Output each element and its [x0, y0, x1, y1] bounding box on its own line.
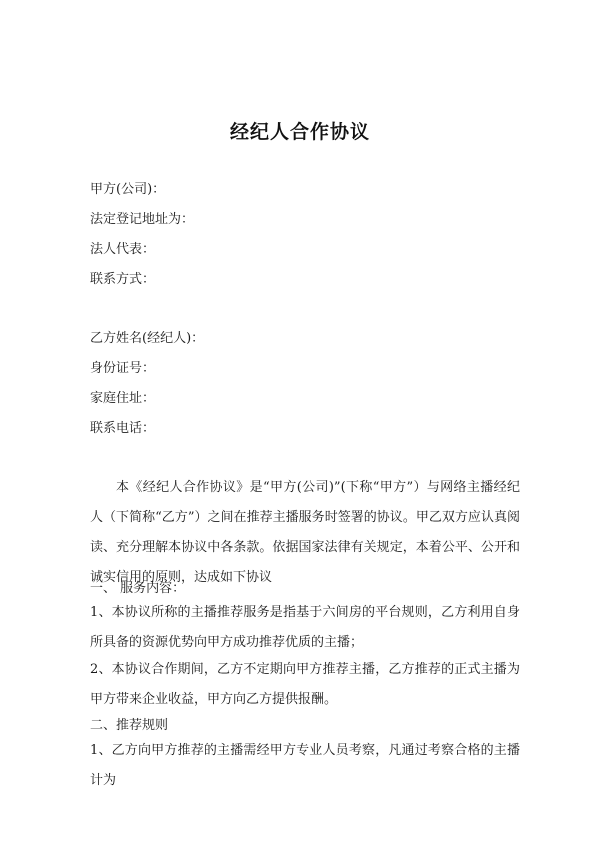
- party-a-address-label: 法定登记地址为：: [90, 212, 195, 227]
- party-a-name-label: 甲方(公司)：: [90, 182, 166, 197]
- party-b-name-label: 乙方姓名(经纪人)：: [90, 331, 205, 346]
- party-b-id-label: 身份证号：: [90, 361, 156, 376]
- section-1-heading: 一、 服务内容：: [90, 581, 186, 596]
- section-1-item-1: 1、本协议所称的主播推荐服务是指基于六间房的平台规则，乙方利用自身所具备的资源优势向甲方成功推荐优质的主播；: [90, 605, 520, 650]
- section-2-item-1: 1、乙方向甲方推荐的主播需经甲方专业人员考察，凡通过考察合格的主播计为: [90, 743, 520, 788]
- party-b-phone-label: 联系电话：: [90, 421, 156, 436]
- section-2-heading: 二、推荐规则: [90, 718, 169, 733]
- document-title: 经纪人合作协议: [229, 121, 370, 143]
- section-1-item-2: 2、本协议合作期间，乙方不定期向甲方推荐主播，乙方推荐的正式主播为甲方带来企业收益，甲方向乙方提供报酬。: [90, 662, 520, 707]
- party-b-home-label: 家庭住址：: [90, 391, 156, 406]
- party-a-contact-label: 联系方式：: [90, 272, 156, 287]
- intro-paragraph: 本《经纪人合作协议》是“甲方(公司)”(下称“甲方”）与网络主播经纪人（下简称“乙方”）之间在推荐主播服务时签署的协议。甲乙双方应认真阅读、充分理解本协议中各条款。依据国家法律有关规定，本着公平、公开和诚实信用的原则，达成如下协议: [90, 480, 520, 585]
- party-a-rep-label: 法人代表：: [90, 242, 156, 257]
